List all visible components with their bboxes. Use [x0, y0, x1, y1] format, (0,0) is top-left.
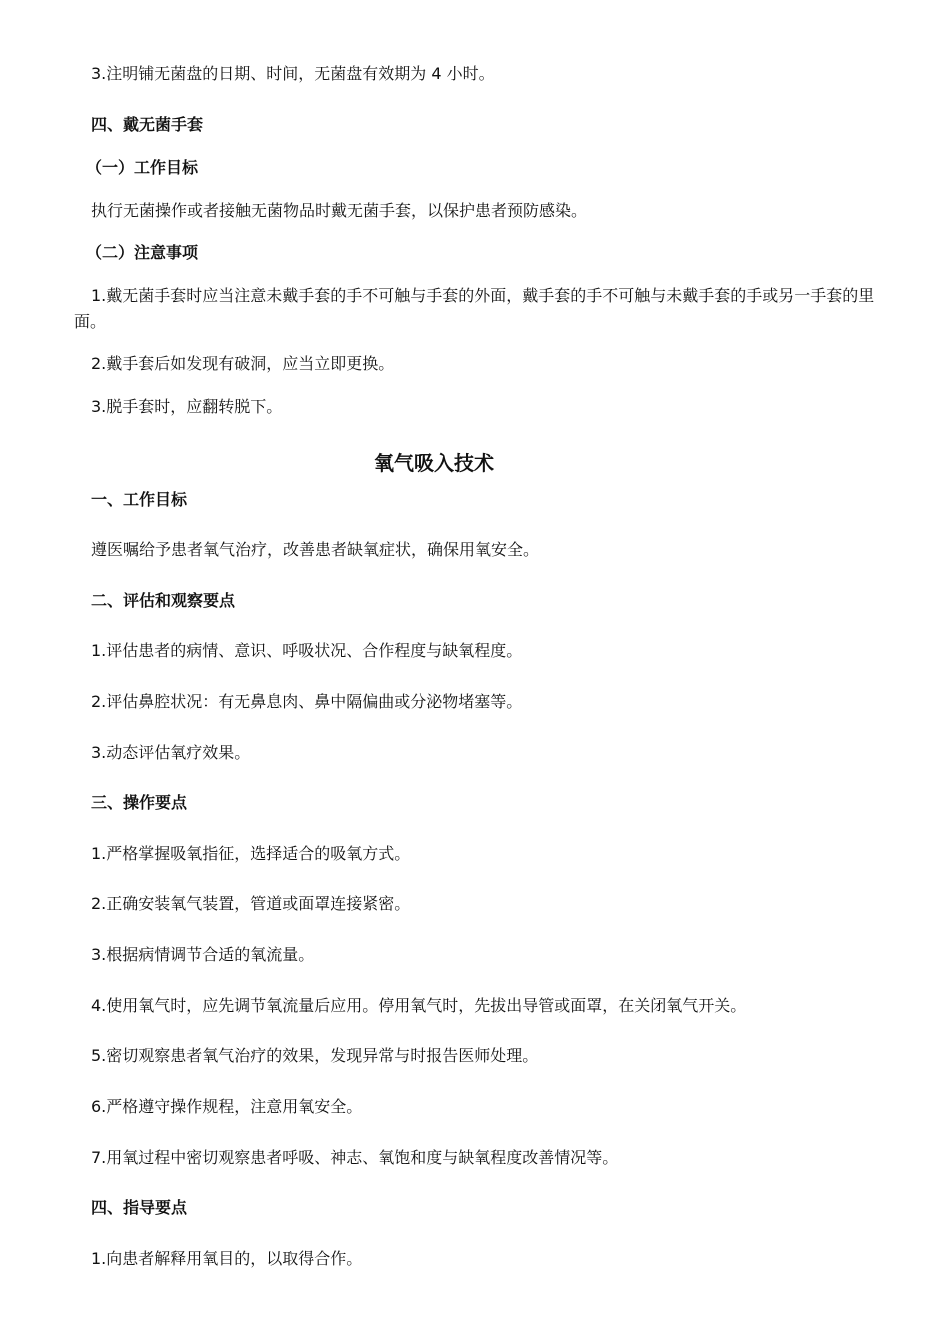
subheading-precautions: （二）注意事项: [86, 243, 199, 262]
oxygen-heading-guidance: 四、指导要点: [91, 1198, 188, 1217]
oxygen-heading-operation: 三、操作要点: [91, 793, 188, 812]
oxygen-assess-3: 3.动态评估氧疗效果。: [91, 743, 251, 762]
oxygen-guide-1: 1.向患者解释用氧目的，以取得合作。: [91, 1249, 363, 1268]
oxygen-op-5: 5.密切观察患者氧气治疗的效果，发现异常与时报告医师处理。: [91, 1046, 539, 1065]
oxygen-goal-text: 遵医嘱给予患者氧气治疗，改善患者缺氧症状，确保用氧安全。: [91, 540, 540, 559]
oxygen-op-1: 1.严格掌握吸氧指征，选择适合的吸氧方式。: [91, 844, 411, 863]
oxygen-section-title: 氧气吸入技术: [374, 451, 494, 475]
oxygen-heading-goal: 一、工作目标: [91, 490, 188, 509]
gloves-precaution-1: 1.戴无菌手套时应当注意未戴手套的手不可触与手套的外面，戴手套的手不可触与未戴手套的手或另一手套的里面。: [74, 286, 875, 331]
aseptic-tray-note-3: 3.注明铺无菌盘的日期、时间，无菌盘有效期为 4 小时。: [91, 64, 495, 83]
oxygen-assess-1: 1.评估患者的病情、意识、呼吸状况、合作程度与缺氧程度。: [91, 641, 523, 660]
oxygen-op-6: 6.严格遵守操作规程，注意用氧安全。: [91, 1097, 363, 1116]
gloves-goal-text: 执行无菌操作或者接触无菌物品时戴无菌手套，以保护患者预防感染。: [91, 201, 588, 220]
gloves-precaution-3: 3.脱手套时，应翻转脱下。: [91, 397, 283, 416]
oxygen-assess-2: 2.评估鼻腔状况：有无鼻息肉、鼻中隔偏曲或分泌物堵塞等。: [91, 692, 523, 711]
oxygen-op-3: 3.根据病情调节合适的氧流量。: [91, 945, 315, 964]
oxygen-heading-assessment: 二、评估和观察要点: [91, 591, 236, 610]
oxygen-op-2: 2.正确安装氧气装置，管道或面罩连接紧密。: [91, 894, 411, 913]
section-heading-sterile-gloves: 四、戴无菌手套: [91, 115, 204, 134]
gloves-precaution-2: 2.戴手套后如发现有破洞，应当立即更换。: [91, 354, 395, 373]
oxygen-op-7: 7.用氧过程中密切观察患者呼吸、神志、氧饱和度与缺氧程度改善情况等。: [91, 1148, 619, 1167]
subheading-work-goal: （一）工作目标: [86, 158, 199, 177]
oxygen-op-4: 4.使用氧气时，应先调节氧流量后应用。停用氧气时，先拔出导管或面罩，在关闭氧气开关。: [91, 996, 747, 1015]
